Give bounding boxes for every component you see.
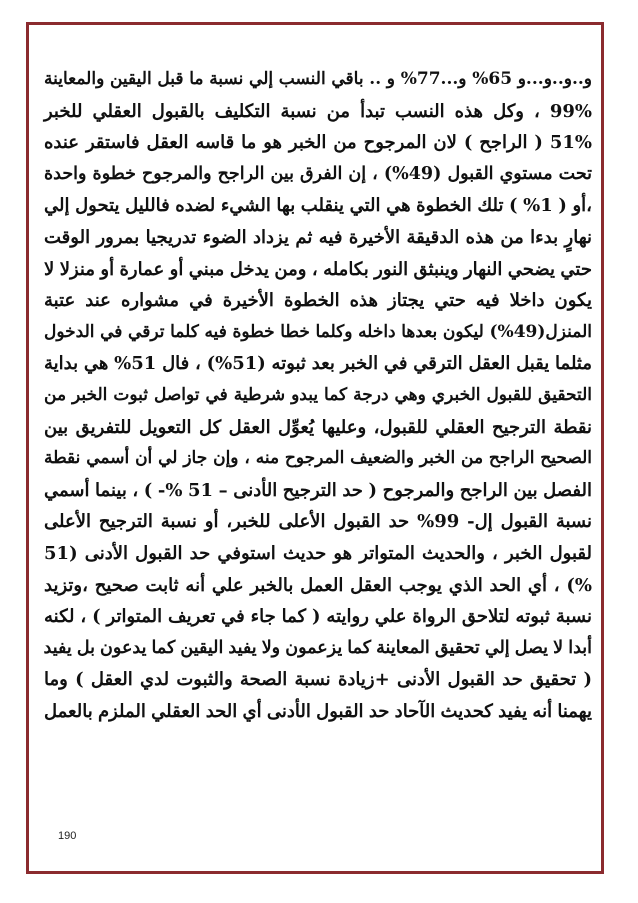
text-line: الصحيح الراجح من الخبر والضعيف المرجوح منه ، وإن جاز لي أن أسمي نقطة <box>44 448 592 469</box>
text-line: نقطة الترجيح العقلي للقبول، وعليها يُعوِّل العقل كل التعويل للتفريق بين <box>44 416 592 438</box>
text-line: الفصل بين الراجح والمرجوح ( حد الترجيح الأدنى – 51 %- ) ، بينما أسمي <box>44 479 592 501</box>
text-line: المنزل(49%) ليكون بعدها داخله وكلما خطا خطوة فيه كلما ترقي في الدخول <box>44 321 592 342</box>
text-line: نسبة القبول إل- 99% حد القبول الأعلى للخبر، أو نسبة الترجيح الأعلى <box>44 511 592 533</box>
text-line: و..و..و...و 65% و...77% و .. باقي النسب إلي نسبة ما قبل اليقين والمعاينة <box>44 69 592 89</box>
text-line: أبدا لا يصل إلي تحقيق المعاينة كما يزعمون ولا يفيد اليقين كما يدعون بل يفيد <box>43 637 592 658</box>
text-line: 51% ( الراجح ) لان المرجوح من الخبر هو ما قاسه العقل فاستقر عنده <box>44 132 592 154</box>
text-line: ( تحقيق حد القبول الأدنى +زيادة نسبة الصحة والثبوت لدي العقل ) وما <box>44 669 592 691</box>
text-line: %) ، أي الحد الذي يوجب العقل العمل بالخبر علي أنه ثابت صحيح ،وتزيد <box>44 574 592 596</box>
text-line: ،أو ( 1% ) تلك الخطوة هي التي ينقلب بها الشيء لضده فالليل يتحول إلي <box>44 195 592 217</box>
body-text <box>44 64 592 727</box>
text-line: يهمنا أنه يفيد كحديث الآحاد حد القبول الأدنى أي الحد العقلي الملزم بالعمل <box>44 700 592 722</box>
text-line: 99% ، وكل هذه النسب تبدأ من نسبة التكليف بالقبول العقلي للخبر <box>44 100 592 122</box>
text-line: تحت مستوي القبول (49%) ، إن الفرق بين الراجح والمرجوح خطوة واحدة <box>44 163 592 184</box>
text-line: يكون داخلا فيه حتي يجتاز هذه الخطوة الأخيرة في مشواره عند عتبة <box>44 290 593 312</box>
text-line: لقبول الخبر ، والحديث المتواتر هو حديث استوفي حد القبول الأدنى (51 <box>44 542 592 564</box>
text-line: نسبة ثبوته لتلاحق الرواة علي روايته ( كما جاء في تعريف المتواتر ) ، لكنه <box>44 606 592 628</box>
text-line: حتي يضحي النهار وينبثق النور بكامله ، ومن يدخل مبني أو عمارة أو منزلا لا <box>44 258 592 280</box>
page-number: 190 <box>58 830 77 842</box>
text-line: التحقيق للقبول الخبري وهي درجة كما يبدو شرطية في تواصل ثبوت الخبر من <box>44 384 592 405</box>
text-line: نهارٍ بدءا من هذه الدقيقة الأخيرة فيه ثم يزداد الضوء تدريجيا بمرور الوقت <box>44 226 592 248</box>
text-line: مثلما يقبل العقل الترقي في الخبر بعد ثبوته (51%) ، فال 51% هي بداية <box>44 353 592 375</box>
